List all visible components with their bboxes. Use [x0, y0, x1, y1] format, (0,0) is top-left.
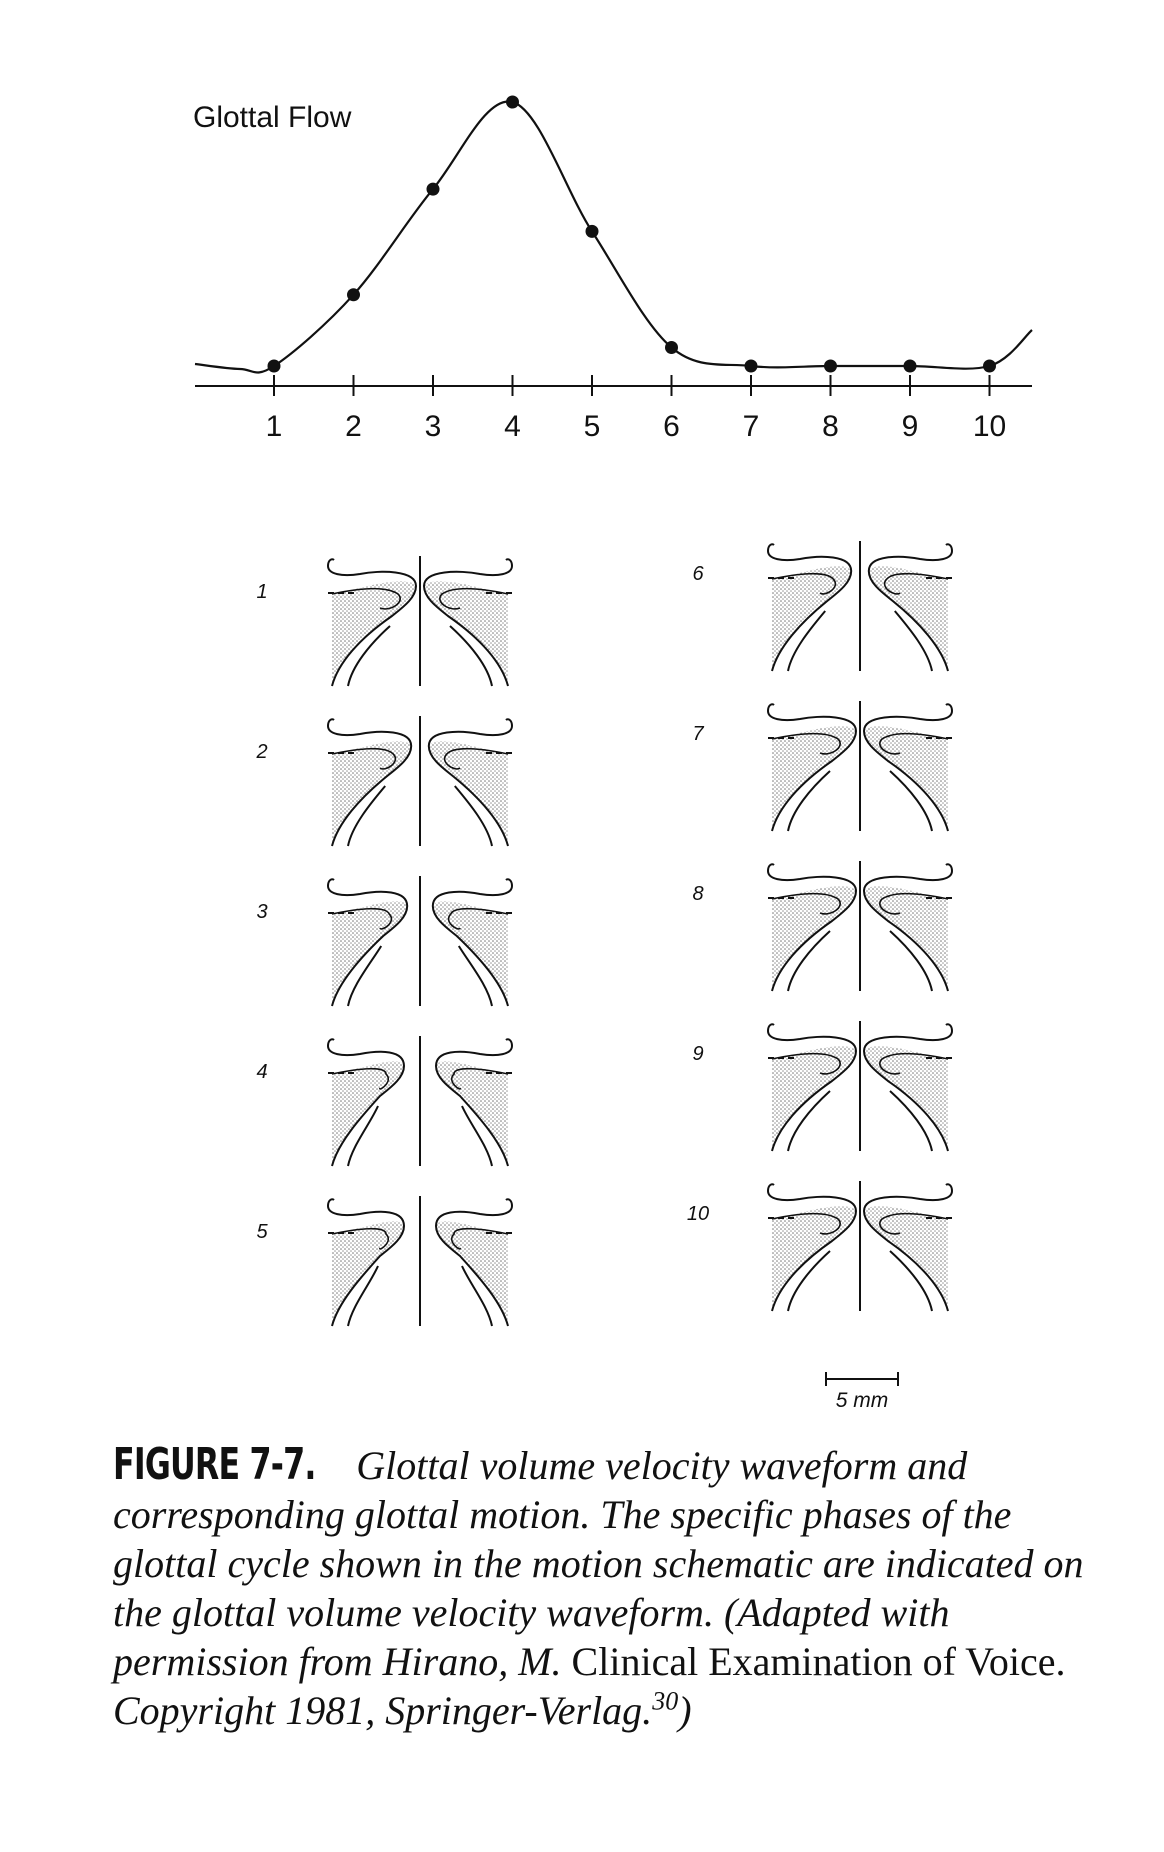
vocal-fold-tissue	[864, 726, 948, 831]
x-tick-label: 4	[504, 410, 521, 443]
data-point	[268, 360, 281, 373]
phase-label: 8	[692, 883, 704, 905]
chart-title: Glottal Flow	[193, 101, 352, 134]
glottis-schematic	[324, 876, 516, 1006]
phase-label: 1	[256, 581, 268, 603]
vocal-fold-tissue	[772, 1206, 856, 1311]
x-tick-label: 5	[583, 410, 601, 443]
figure-caption	[113, 1440, 1113, 1735]
glottis-schematic	[764, 1181, 956, 1311]
glottal-flow-curve	[195, 101, 1032, 372]
glottis-schematic	[764, 861, 956, 991]
vocal-fold-tissue	[772, 1046, 856, 1151]
caption-copyright: Copyright 1981, Springer-Verlag.	[113, 1688, 653, 1733]
data-point	[586, 225, 599, 238]
vocal-fold-tissue	[332, 901, 407, 1006]
caption-reference-number: 30	[652, 1686, 679, 1716]
vocal-fold-tissue	[772, 886, 856, 991]
glottal-flow-chart	[193, 96, 1032, 444]
phase-label: 2	[256, 741, 268, 763]
vocal-fold-tissue	[864, 886, 948, 991]
x-tick-label: 2	[345, 410, 362, 443]
phase-label: 7	[692, 723, 704, 745]
x-tick-label: 6	[663, 410, 680, 443]
vocal-fold-tissue	[436, 1221, 508, 1326]
glottis-schematic	[324, 1036, 516, 1166]
data-point	[427, 183, 440, 196]
data-point	[347, 288, 360, 301]
vocal-fold-tissue	[436, 1061, 508, 1166]
x-tick-label: 7	[742, 410, 760, 443]
glottis-schematic	[764, 541, 956, 671]
x-tick-label: 8	[822, 410, 839, 443]
x-tick-label: 9	[901, 410, 919, 443]
data-point	[983, 360, 996, 373]
data-point	[904, 360, 917, 373]
data-point	[745, 360, 758, 373]
vocal-fold-tissue	[332, 1061, 404, 1166]
caption-text: Glottal volume velocity waveform and corresponding glottal motion. The specific phases of the glottal cycle shown in the motion schematic are indicated on the glottal volume velocity waveform. (Adapted with permission from Hirano, M.	[113, 1443, 1084, 1684]
vocal-fold-tissue	[332, 741, 411, 846]
phase-label: 6	[692, 563, 704, 585]
glottis-schematic	[324, 716, 516, 846]
vocal-fold-tissue	[772, 566, 851, 671]
vocal-fold-tissue	[332, 581, 416, 686]
glottal-motion-schematics	[255, 541, 956, 1326]
glottis-schematic	[324, 556, 516, 686]
data-point	[824, 360, 837, 373]
phase-label: 10	[686, 1203, 710, 1225]
glottis-schematic	[324, 1196, 516, 1326]
scale-bar	[826, 1372, 898, 1412]
vocal-fold-tissue	[864, 1046, 948, 1151]
vocal-fold-tissue	[332, 1221, 404, 1326]
vocal-fold-tissue	[869, 566, 948, 671]
data-point	[665, 341, 678, 354]
vocal-fold-tissue	[433, 901, 508, 1006]
x-tick-label: 3	[424, 410, 442, 443]
glottis-schematic	[764, 1021, 956, 1151]
vocal-fold-tissue	[864, 1206, 948, 1311]
caption-book-title: Clinical Examination of Voice.	[571, 1639, 1066, 1684]
glottis-schematic	[764, 701, 956, 831]
phase-label: 4	[256, 1061, 268, 1083]
scale-bar-label: 5 mm	[835, 1389, 889, 1412]
vocal-fold-tissue	[429, 741, 508, 846]
phase-label: 5	[256, 1221, 268, 1243]
caption-closing: )	[678, 1688, 692, 1733]
x-tick-label: 10	[972, 410, 1007, 443]
figure-label: FIGURE 7-7.	[113, 1439, 316, 1490]
phase-label: 9	[692, 1043, 704, 1065]
data-points	[268, 96, 997, 373]
vocal-fold-tissue	[424, 581, 508, 686]
vocal-fold-tissue	[772, 726, 856, 831]
data-point	[506, 96, 519, 109]
phase-label: 3	[256, 901, 268, 923]
x-tick-label: 1	[265, 410, 283, 443]
